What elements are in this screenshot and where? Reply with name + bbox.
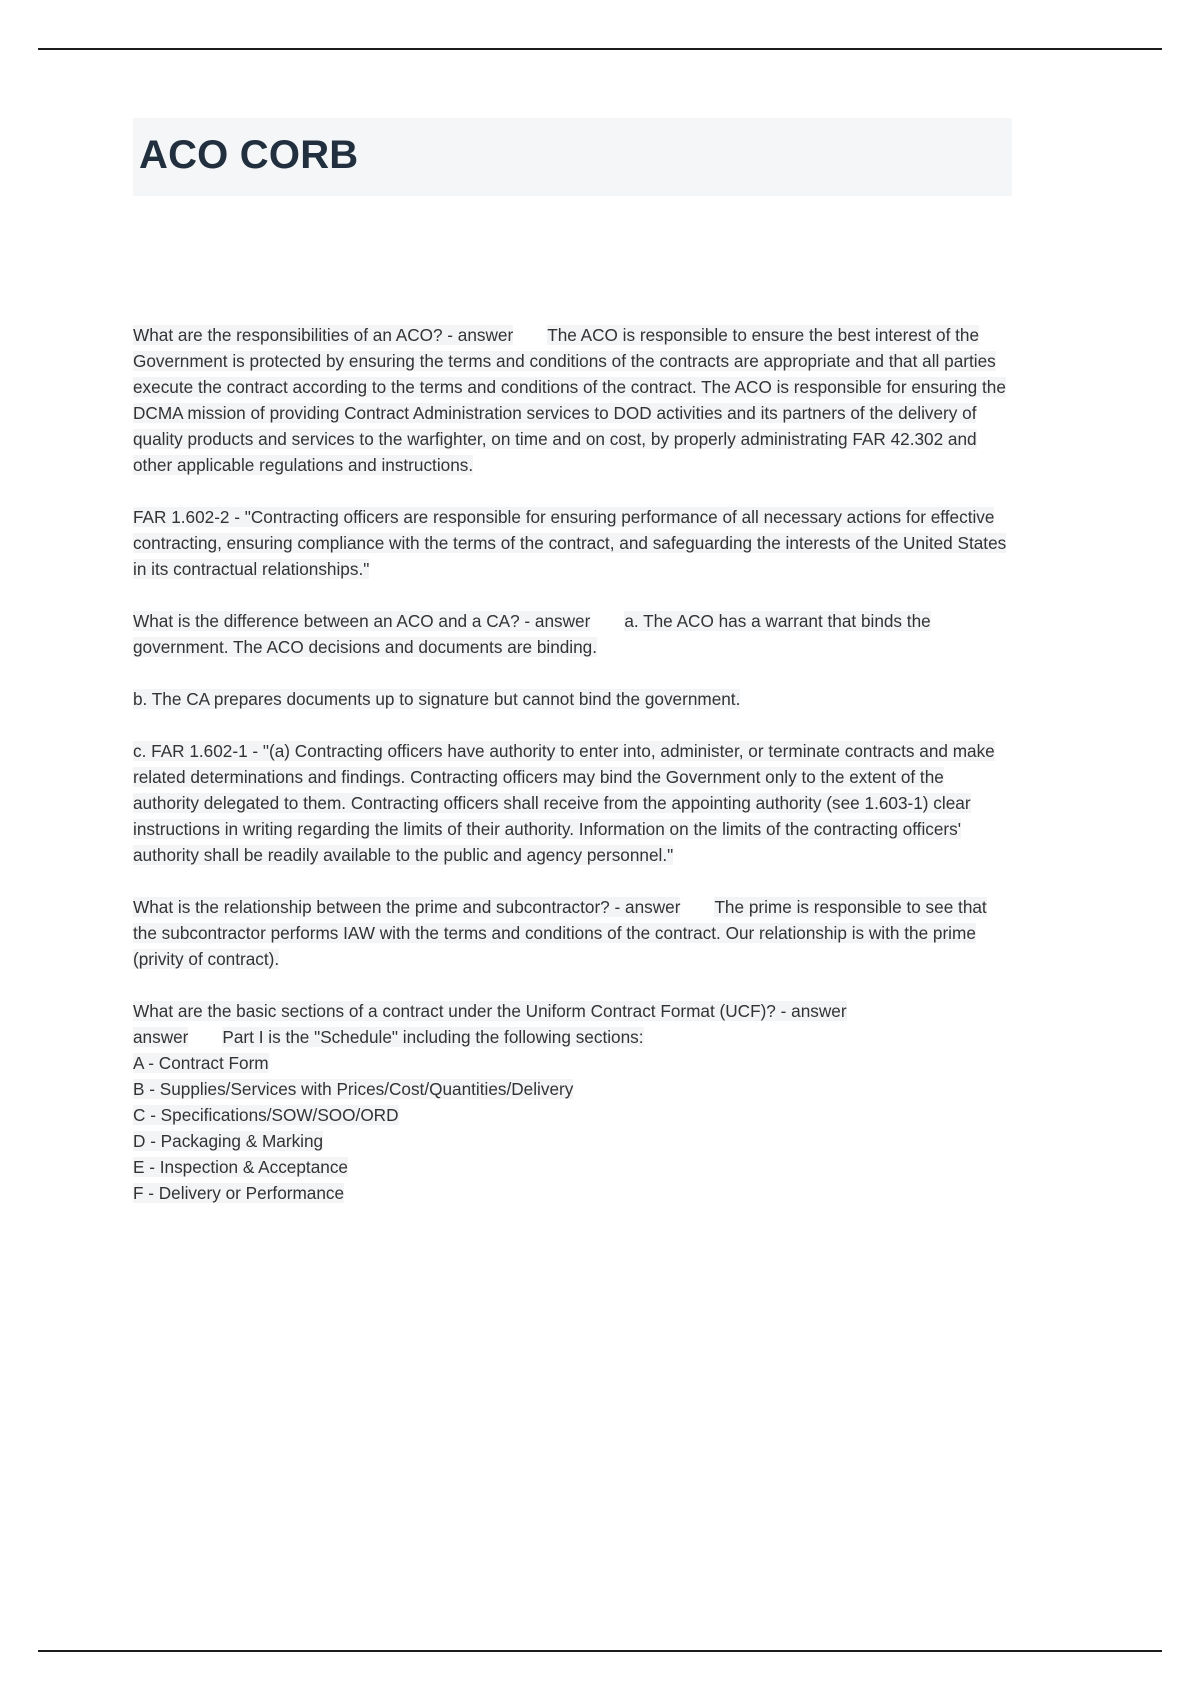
list-item-label: A - Contract Form: [133, 1053, 269, 1073]
statement-block-ca-prepares: [133, 686, 1013, 712]
answer-text: The ACO is responsible to ensure the best interest of the Government is protected by ensuring the terms and conditions of the contracts are appropriate and that all parties execute the contract according to the terms and conditions of the contract. The ACO is responsible for ensuring the DCMA mission of providing Contract Administration services to DOD activities and its partners of the delivery of quality products and services to the warfighter, on time and on cost, by properly administrating FAR 42.302 and other applicable regulations and instructions.: [133, 325, 1006, 475]
document-body: [133, 322, 1013, 1206]
statement-text: b. The CA prepares documents up to signature but cannot bind the government.: [133, 689, 741, 709]
document-content: [133, 118, 1013, 1206]
list-item-label: B - Supplies/Services with Prices/Cost/Quantities/Delivery: [133, 1079, 574, 1099]
list-item: [133, 1050, 1013, 1076]
quote-text: c. FAR 1.602-1 - "(a) Contracting officers have authority to enter into, administer, or terminate contracts and make related determinations and findings. Contracting officers may bind the Government only to the extent of the authority delegated to them. Contracting officers shall receive from the appointing authority (see 1.603-1) clear instructions in writing regarding the limits of their authority. Information on the limits of the contracting officers' authority shall be readily available to the public and agency personnel.": [133, 741, 995, 865]
list-item-label: E - Inspection & Acceptance: [133, 1157, 348, 1177]
qa-block-responsibilities: [133, 322, 1013, 478]
title-band: [133, 118, 1012, 196]
question-text: What is the relationship between the prime and subcontractor? - answer: [133, 897, 681, 917]
quote-block-far-1-602-2: [133, 504, 1013, 582]
qa-block-ucf-sections: [133, 998, 1013, 1050]
list-item-label: F - Delivery or Performance: [133, 1183, 345, 1203]
quote-text: FAR 1.602-2 - "Contracting officers are responsible for ensuring performance of all necessary actions for effective contracting, ensuring compliance with the terms of the contract, and safeguarding the interests of the United States in its contractual relationships.": [133, 507, 1007, 579]
qa-block-prime-sub: [133, 894, 1013, 972]
question-text: What is the difference between an ACO and a CA? - answer: [133, 611, 591, 631]
list-item: [133, 1154, 1013, 1180]
list-item: [133, 1102, 1013, 1128]
list-item: [133, 1076, 1013, 1102]
answer-text: The prime is responsible to see that the subcontractor performs IAW with the terms and conditions of the contract. Our relationship is with the prime (privity of contract).: [133, 897, 987, 969]
answer-label: answer: [133, 1027, 189, 1047]
quote-block-far-1-602-1: [133, 738, 1013, 868]
ucf-section-list: [133, 1050, 1013, 1206]
list-item-label: C - Specifications/SOW/SOO/ORD: [133, 1105, 399, 1125]
question-text: What are the basic sections of a contract under the Uniform Contract Format (UCF)? - answer: [133, 1001, 847, 1021]
page-top-rule: [38, 48, 1162, 50]
list-item: [133, 1128, 1013, 1154]
answer-text: Part I is the "Schedule" including the following sections:: [222, 1027, 644, 1047]
answer-text: a. The ACO has a warrant that binds the government. The ACO decisions and documents are binding.: [133, 611, 931, 657]
question-text: What are the responsibilities of an ACO? - answer: [133, 325, 514, 345]
page-title: ACO CORB: [139, 133, 359, 177]
page-bottom-rule: [38, 1650, 1162, 1652]
list-item: [133, 1180, 1013, 1206]
qa-block-aco-vs-ca: [133, 608, 1013, 660]
list-item-label: D - Packaging & Marking: [133, 1131, 324, 1151]
